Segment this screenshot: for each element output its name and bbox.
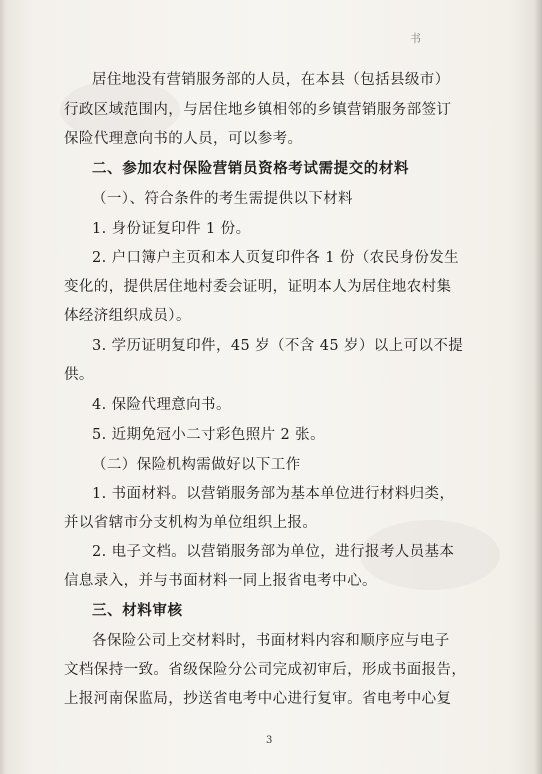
body-line: 并以省辖市分支机构为单位组织上报。 <box>64 515 318 531</box>
body-line: 体经济组织成员）。 <box>64 308 191 324</box>
subsection-heading: （二）保险机构需做好以下工作 <box>92 457 301 473</box>
page-right-edge-shadow <box>534 0 542 774</box>
page-number: 3 <box>266 735 273 746</box>
list-item: 2. 户口簿户主页和本人页复印件各 1 份（农民身份发生 <box>92 250 460 266</box>
body-line: 变化的，提供居住地村委会证明，证明本人为居住地农村集 <box>64 279 452 295</box>
subsection-heading: （一）、符合条件的考生需提供以下材料 <box>92 191 353 207</box>
body-line: 信息录入，并与书面材料一同上报省电考中心。 <box>64 573 377 589</box>
body-line: 各保险公司上交材料时，书面材料内容和顺序应与电子 <box>92 633 450 649</box>
page-left-edge-shadow <box>0 0 6 774</box>
body-line: 保险代理意向书的人员，可以参考。 <box>64 131 303 147</box>
body-line: 居住地没有营销服务部的人员，在本县（包括县级市） <box>92 72 450 88</box>
list-item: 4. 保险代理意向书。 <box>92 397 231 413</box>
body-line: 供。 <box>64 367 94 383</box>
body-line: 文档保持一致。省级保险分公司完成初审后，形成书面报告， <box>64 662 467 678</box>
list-item: 1. 书面材料。以营销服务部为基本单位进行材料归类， <box>92 486 455 502</box>
body-line: 上报河南保监局，抄送省电考中心进行复审。省电考中心复 <box>64 691 452 707</box>
list-item: 3. 学历证明复印件，45 岁（不含 45 岁）以上可以不提 <box>92 338 464 354</box>
list-item: 5. 近期免冠小二寸彩色照片 2 张。 <box>92 427 325 443</box>
list-item: 1. 身份证复印件 1 份。 <box>92 221 251 237</box>
corner-mark: 书 <box>410 32 421 45</box>
section-heading: 三、材料审核 <box>92 603 183 619</box>
body-line: 行政区域范围内，与居住地乡镇相邻的乡镇营销服务部签订 <box>64 102 452 118</box>
section-heading: 二、参加农村保险营销员资格考试需提交的材料 <box>92 161 410 177</box>
list-item: 2. 电子文档。以营销服务部为单位，进行报考人员基本 <box>92 544 455 560</box>
